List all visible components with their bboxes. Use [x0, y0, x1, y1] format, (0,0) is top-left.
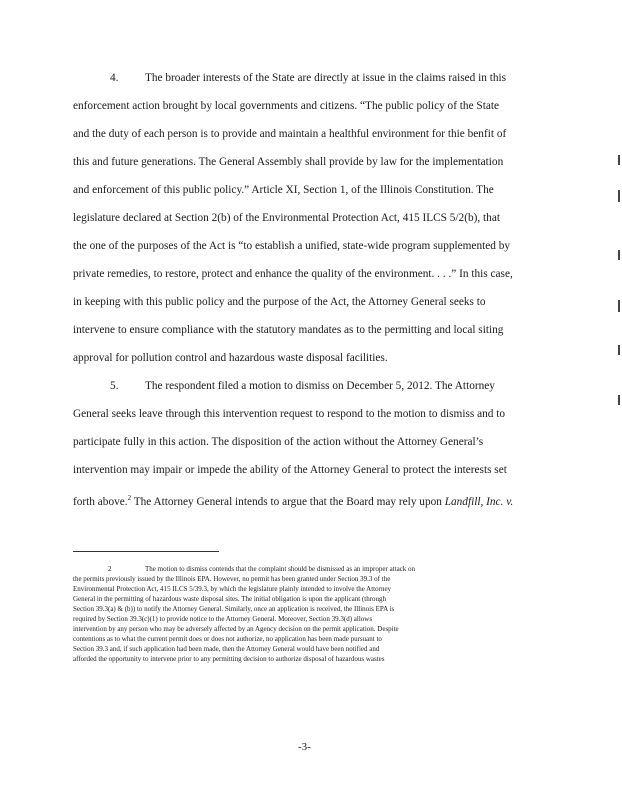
case-name-landfill: Landfill, Inc. v.	[444, 495, 514, 508]
footnote-line-4: General in the permitting of hazardous waste disposal sites. The initial obligation is upon the applicant (through	[73, 595, 387, 603]
scan-edge-mark	[618, 345, 620, 355]
paragraph-4-number: 4.	[110, 72, 119, 84]
footnote-line-1: The motion to dismiss contends that the complaint should be dismissed as an improper attack on	[145, 565, 416, 573]
footnote-line-7: intervention by any person who may be adversely affected by an Agency decision on the permit application. Despite	[73, 625, 399, 633]
paragraph-5-line-4: intervention may impair or impede the ability of the Attorney General to protect the interests set	[73, 464, 507, 476]
paragraph-5-line-1: The respondent filed a motion to dismiss on December 5, 2012. The Attorney	[145, 380, 495, 392]
footnote-line-6: required by Section 39.3(c)(1) to provide notice to the Attorney General. Moreover, Section 39.3(d) allows	[73, 615, 373, 623]
paragraph-4-line-9: in keeping with this public policy and the purpose of the Act, the Attorney General seeks to	[73, 296, 486, 308]
footnote-line-10: afforded the opportunity to intervene prior to any permitting decision to authorize disposal of hazardous wastes	[73, 655, 385, 663]
paragraph-4-line-5: and enforcement of this public policy.” Article XI, Section 1, of the Illinois Constitution. The	[73, 184, 494, 196]
page-number: -3-	[298, 741, 311, 753]
paragraph-4-line-1: The broader interests of the State are directly at issue in the claims raised in this	[145, 72, 507, 84]
paragraph-5-number: 5.	[110, 380, 119, 392]
paragraph-4-line-11: approval for pollution control and hazardous waste disposal facilities.	[73, 352, 388, 364]
paragraph-5-line-2: General seeks leave through this intervention request to respond to the motion to dismiss and to	[73, 408, 506, 420]
scan-edge-mark	[618, 300, 620, 312]
paragraph-4-line-6: legislature declared at Section 2(b) of the Environmental Protection Act, 415 ILCS 5/2(b), that	[73, 212, 500, 224]
paragraph-5-line-5	[73, 491, 553, 509]
footnote-line-5: Section 39.3(a) & (b)) to notify the Attorney General. Similarly, once an application is received, the Illinois EPA is	[73, 605, 395, 613]
paragraph-4-line-2: enforcement action brought by local governments and citizens. “The public policy of the State	[73, 100, 500, 112]
scan-edge-mark	[618, 190, 620, 202]
footnote-line-8: contentions as to what the current permit does or does not authorize, no application has been made pursuant to	[73, 635, 382, 643]
scan-edge-mark	[618, 155, 620, 165]
footnote-line-9: Section 39.3 and, if such application had been made, then the Attorney General would have been notified and	[73, 645, 380, 653]
paragraph-4-line-4: this and future generations. The General Assembly shall provide by law for the implementation	[73, 156, 504, 168]
paragraph-4-line-10: intervene to ensure compliance with the statutory mandates as to the permitting and local siting	[73, 324, 504, 336]
paragraph-4-line-7: the one of the purposes of the Act is “to establish a unified, state-wide program supplemented by	[73, 240, 511, 252]
footnote-separator	[73, 551, 219, 552]
footnote-line-3: Environmental Protection Act, 415 ILCS 5/39.3, by which the legislature plainly intended to involve the Attorney	[73, 585, 392, 593]
footnote-marker: 2	[108, 565, 112, 573]
paragraph-5-text-after-footnote: The Attorney General intends to argue that the Board may rely upon	[131, 495, 445, 508]
footnote-reference-2[interactable]: 2	[127, 494, 132, 502]
paragraph-4-line-8: private remedies, to restore, protect and enhance the quality of the environment. . . .” In this case,	[73, 268, 513, 280]
paragraph-5-text-before-footnote: forth above.	[73, 495, 128, 508]
scan-edge-mark	[618, 395, 620, 405]
scan-edge-mark	[618, 250, 620, 260]
paragraph-5-line-3: participate fully in this action. The disposition of the action without the Attorney General’s	[73, 436, 484, 448]
paragraph-4-line-3: and the duty of each person is to provide and maintain a healthful environment for thie benfit of	[73, 128, 507, 140]
footnote-line-2: the permits previously issued by the Illinois EPA. However, no permit has been granted under Section 39.3 of the	[73, 575, 391, 583]
